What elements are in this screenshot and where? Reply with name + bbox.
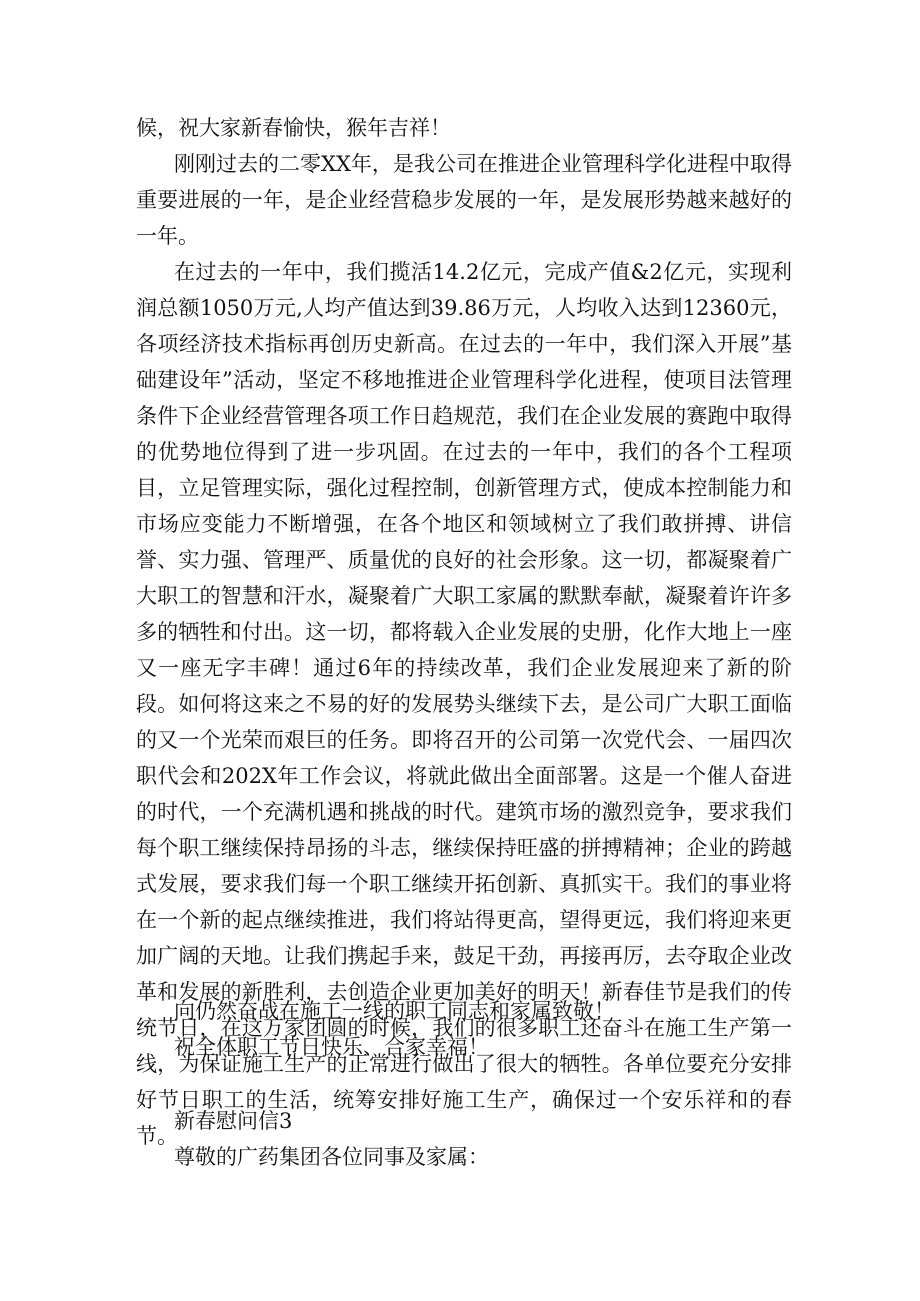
- section-title: 新春慰问信3: [174, 1109, 293, 1133]
- closing-salute: 向仍然奋战在施工一线的职工同志和家属致敬！: [174, 999, 615, 1023]
- salutation: 尊敬的广药集团各位同事及家属：: [174, 1145, 489, 1169]
- paragraph-review: 刚刚过去的二零XX年，是我公司在推进企业管理科学化进程中取得重要进展的一年，是企业经营稳步发展的一年，是发展形势越来越好的一年。: [136, 152, 792, 248]
- paragraph-achievements: 在过去的一年中，我们揽活14.2亿元，完成产值&2亿元，实现利润总额1050万元,人均产值达到39.86万元，人均收入达到12360元，各项经济技术指标再创历史新高。在过去的一年中，我们深入开展”基础建设年”活动，坚定不移地推进企业管理科学化进程，使项目法管理条件下企业经营管理各项工作日趋规范，我们在企业发展的赛跑中取得的优势地位得到了进一步巩固。在过去的一年中，我们的各个工程项目，立足管理实际，强化过程控制，创新管理方式，使成本控制能力和市场应变能力不断增强，在各个地区和领域树立了我们敢拼搏、讲信誉、实力强、管理严、质量优的良好的社会形象。这一切，都凝聚着广大职工的智慧和汗水，凝聚着广大职工家属的默默奉献，凝聚着许许多多的牺牲和付出。这一切，都将载入企业发展的史册，化作大地上一座又一座无字丰碑！通过6年的持续改革，我们企业发展迎来了新的阶段。如何将这来之不易的好的发展势头继续下去，是公司广大职工面临的又一个光荣而艰巨的任务。即将召开的公司第一次党代会、一届四次职代会和202X年工作会议，将就此做出全面部署。这是一个催人奋进的时代，一个充满机遇和挑战的时代。建筑市场的激烈竞争，要求我们每个职工继续保持昂扬的斗志，继续保持旺盛的拼搏精神；企业的跨越式发展，要求我们每一个职工继续开拓创新、真抓实干。我们的事业将在一个新的起点继续推进，我们将站得更高，望得更远，我们将迎来更加广阔的天地。让我们携起手来，鼓足干劲，再接再厉，去夺取企业改革和发展的新胜利，去创造企业更加美好的明天！新春佳节是我们的传统节日，在这万家团圆的时候，我们的很多职工还奋斗在施工生产第一线，为保证施工生产的正常进行做出了很大的牺牲。各单位要充分安排好节日职工的生活，统筹安排好施工生产，确保过一个安乐祥和的春节。: [136, 260, 792, 1148]
- opening-line: 候，祝大家新春愉快，猴年吉祥！: [136, 116, 451, 140]
- closing-wishes: 祝全体职工节日快乐、合家幸福！: [174, 1035, 489, 1059]
